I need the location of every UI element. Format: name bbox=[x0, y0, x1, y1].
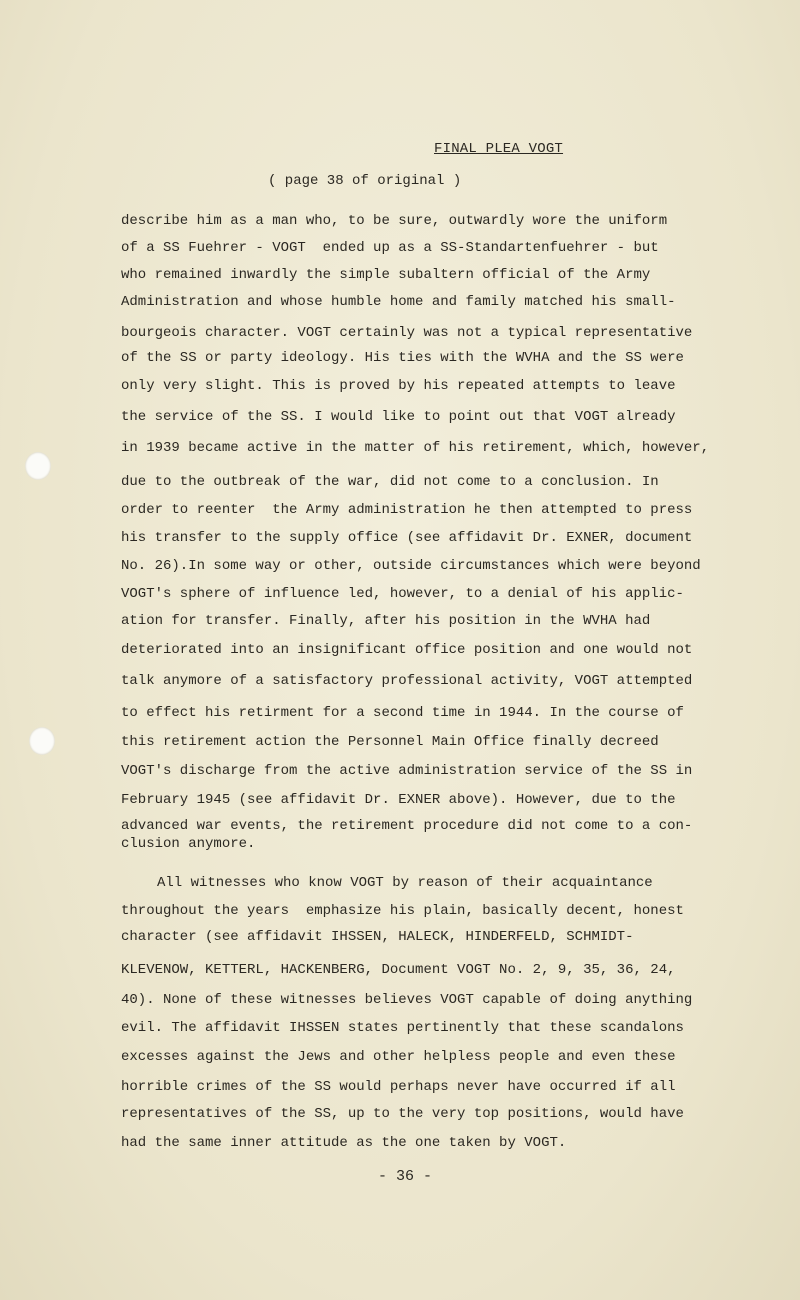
text-line: KLEVENOW, KETTERL, HACKENBERG, Document VOGT No. 2, 9, 35, 36, 24, bbox=[121, 962, 676, 978]
text-line: advanced war events, the retirement procedure did not come to a con- bbox=[121, 818, 693, 834]
text-line: due to the outbreak of the war, did not come to a conclusion. In bbox=[121, 474, 659, 490]
document-title: FINAL PLEA VOGT bbox=[434, 141, 564, 157]
text-line: to effect his retirment for a second time in 1944. In the course of bbox=[121, 705, 684, 721]
text-line: All witnesses who know VOGT by reason of their acquaintance bbox=[157, 875, 653, 891]
text-line: who remained inwardly the simple subaltern official of the Army bbox=[121, 267, 651, 283]
text-line: talk anymore of a satisfactory professional activity, VOGT attempted bbox=[121, 673, 693, 689]
text-line: this retirement action the Personnel Main Office finally decreed bbox=[121, 734, 659, 750]
text-line: ation for transfer. Finally, after his position in the WVHA had bbox=[121, 613, 651, 629]
text-line: clusion anymore. bbox=[121, 836, 256, 852]
original-page-reference: ( page 38 of original ) bbox=[268, 173, 462, 189]
text-line: of the SS or party ideology. His ties with the WVHA and the SS were bbox=[121, 350, 684, 366]
text-line: order to reenter the Army administration he then attempted to press bbox=[121, 502, 693, 518]
page-number: - 36 - bbox=[378, 1168, 433, 1185]
text-line: excesses against the Jews and other helpless people and even these bbox=[121, 1049, 676, 1065]
punch-hole-bottom bbox=[29, 727, 55, 755]
text-line: throughout the years emphasize his plain, basically decent, honest bbox=[121, 903, 684, 919]
punch-hole-top bbox=[25, 452, 51, 480]
text-line: VOGT's sphere of influence led, however, to a denial of his applic- bbox=[121, 586, 684, 602]
text-line: had the same inner attitude as the one taken by VOGT. bbox=[121, 1135, 567, 1151]
text-line: No. 26).In some way or other, outside circumstances which were beyond bbox=[121, 558, 701, 574]
text-line: only very slight. This is proved by his repeated attempts to leave bbox=[121, 378, 676, 394]
text-line: evil. The affidavit IHSSEN states pertinently that these scandalons bbox=[121, 1020, 684, 1036]
text-line: 40). None of these witnesses believes VOGT capable of doing anything bbox=[121, 992, 693, 1008]
text-line: Administration and whose humble home and family matched his small- bbox=[121, 294, 676, 310]
text-line: the service of the SS. I would like to point out that VOGT already bbox=[121, 409, 676, 425]
text-line: deteriorated into an insignificant office position and one would not bbox=[121, 642, 693, 658]
text-line: character (see affidavit IHSSEN, HALECK, HINDERFELD, SCHMIDT- bbox=[121, 929, 634, 945]
text-line: horrible crimes of the SS would perhaps never have occurred if all bbox=[121, 1079, 676, 1095]
text-line: his transfer to the supply office (see affidavit Dr. EXNER, document bbox=[121, 530, 693, 546]
text-line: February 1945 (see affidavit Dr. EXNER above). However, due to the bbox=[121, 792, 676, 808]
text-line: VOGT's discharge from the active administration service of the SS in bbox=[121, 763, 693, 779]
text-line: representatives of the SS, up to the very top positions, would have bbox=[121, 1106, 684, 1122]
text-line: of a SS Fuehrer - VOGT ended up as a SS-Standartenfuehrer - but bbox=[121, 240, 659, 256]
text-line: bourgeois character. VOGT certainly was not a typical representative bbox=[121, 325, 693, 341]
text-line: in 1939 became active in the matter of his retirement, which, however, bbox=[121, 440, 710, 456]
text-line: describe him as a man who, to be sure, outwardly wore the uniform bbox=[121, 213, 668, 229]
